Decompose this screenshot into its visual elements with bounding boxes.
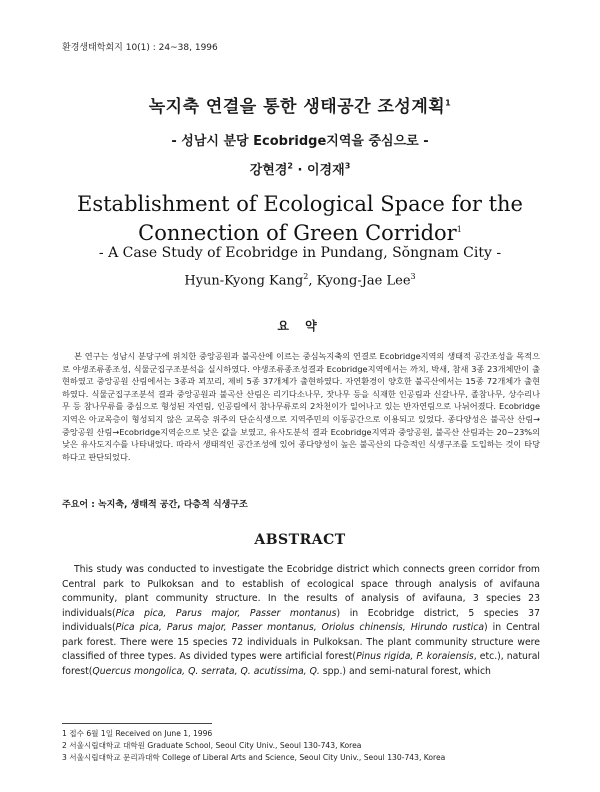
korean-title-text: 녹지축 연결을 통한 생태공간 조성계획 xyxy=(148,97,446,117)
english-abstract xyxy=(62,563,540,679)
author-2-en-mark: 3 xyxy=(410,272,416,281)
english-title xyxy=(0,192,600,246)
author-2-mark: 3 xyxy=(344,161,351,171)
abstract-text-3: ) in Central park forest. There were 15 species 72 individuals in Pulkoksan. The plant community structure were classified of three types. As divided types were artificial forest( xyxy=(62,622,540,662)
title-footnote-mark: 1 xyxy=(445,98,452,108)
species-list-4: Quercus mongolica, Q. serrata, Q. acutissima, Q. xyxy=(92,665,320,677)
abstract-heading: ABSTRACT xyxy=(254,532,346,548)
english-authors xyxy=(0,272,600,288)
species-list-1: Pica pica, Parus major, Passer montanus xyxy=(115,607,337,619)
footnote-3: 3 서울시립대학교 문리과대학 College of Liberal Arts and Science, Seoul City Univ., Seoul 130-743, Korea xyxy=(62,753,446,762)
author-2-ko: 이경재 xyxy=(307,163,345,178)
species-list-2: Pica pica, Parus major, Passer montanus, Oriolus chinensis, Hirundo rustica xyxy=(115,622,485,633)
footnote-1: 1 접수 6월 1일 Received on June 1, 1996 xyxy=(62,729,213,738)
korean-abstract: 본 연구는 성남시 분당구에 위치한 중앙공원과 불곡산에 이르는 중심녹지축의 연결로 Ecobridge지역의 생태적 공간조성을 목적으로 야생조류종조성, 식물군집구조분석을 실시하였다. 야생조류종조성결과 Ecobridge지역에서는 까치, 박새, 참새 3종 23개체만이 출현하였고 중앙공원 산림에서는 3종과 꾀꼬리, 제비 5종 37개체가 출현하였다. 자연환경이 양호한 불곡산에서는 15종 72개체가 출현하였다. 식물군집구조분석 결과 중앙공원과 불곡산 산림은 리기다소나무, 잣나무 등을 식재한 인공림과 신갈나무, 졸참나무, 상수리나무 등 참나무류를 중심으로 형성된 자연림, 인공림에서 참나무류로의 2차천이가 일어나고 있는 반자연림으로 나뉘어졌다. Ecobridge지역은 아교목층이 형성되지 않은 교목층 위주의 단순식생으로 지역주민의 이동공간으로 이용되고 있었다. 종다양성은 불곡산 산림→중앙공원 산림→Ecobridge지역순으로 낮은 값을 보였고, 유사도분석 결과 Ecobridge지역과 중앙공원, 불곡산 산림과는 20~23%의 낮은 유사도지수를 나타내었다. 따라서 생태적인 공간조성에 있어 종다양성이 높은 불곡산의 다층적인 식생구조를 도입하는 것이 타당하다고 판단되었다. xyxy=(62,351,540,462)
korean-subtitle: - 성남시 분당 Ecobridge지역을 중심으로 - xyxy=(171,134,429,149)
korean-authors xyxy=(0,159,600,178)
author-separator: · xyxy=(293,163,307,178)
english-title-line-2: Connection of Green Corridor xyxy=(138,221,457,245)
abstract-text-2: ) in Ecobridge district, 5 species 37 individuals( xyxy=(62,607,540,633)
korean-title xyxy=(0,92,600,117)
abstract-text-5: spp.) and semi-natural forest, which xyxy=(319,665,491,677)
author-2-en: Kyong-Jae Lee xyxy=(316,273,411,289)
author-1-en-mark: 2 xyxy=(303,272,309,281)
english-subtitle: - A Case Study of Ecobridge in Pundang, Sŏngnam City - xyxy=(98,245,502,261)
footnote-divider xyxy=(62,723,212,724)
english-title-line-1: Establishment of Ecological Space for the xyxy=(77,192,523,216)
author-1-mark: 2 xyxy=(287,161,293,171)
journal-citation: 환경생태학회지 10(1) : 24~38, 1996 xyxy=(62,43,218,53)
species-list-3: Pinus rigida, P. koraiensis xyxy=(356,651,474,662)
korean-keywords: 주요어 : 녹지축, 생태적 공간, 다층적 식생구조 xyxy=(62,500,248,510)
korean-summary-heading: 요 약 xyxy=(277,319,323,333)
author-1-ko: 강현경 xyxy=(249,163,288,178)
english-title-mark: 1 xyxy=(456,225,462,234)
footnotes xyxy=(62,728,540,764)
footnote-2: 2 서울시립대학교 대학원 Graduate School, Seoul City Univ., Seoul 130-743, Korea xyxy=(62,741,362,750)
author-en-separator: , xyxy=(308,273,317,289)
abstract-text-1: This study was conducted to investigate the Ecobridge district which connects green corridor from Central park to Pulkoksan and to establish of ecological space through analysis of avifauna community, plant community structure. In the results of analysis of avifauna, 3 species 23 individuals( xyxy=(62,564,540,619)
author-1-en: Hyun-Kyong Kang xyxy=(184,273,304,289)
abstract-text-4: , etc.), natural forest( xyxy=(62,651,541,677)
english-title-line-2-wrap xyxy=(0,217,600,246)
